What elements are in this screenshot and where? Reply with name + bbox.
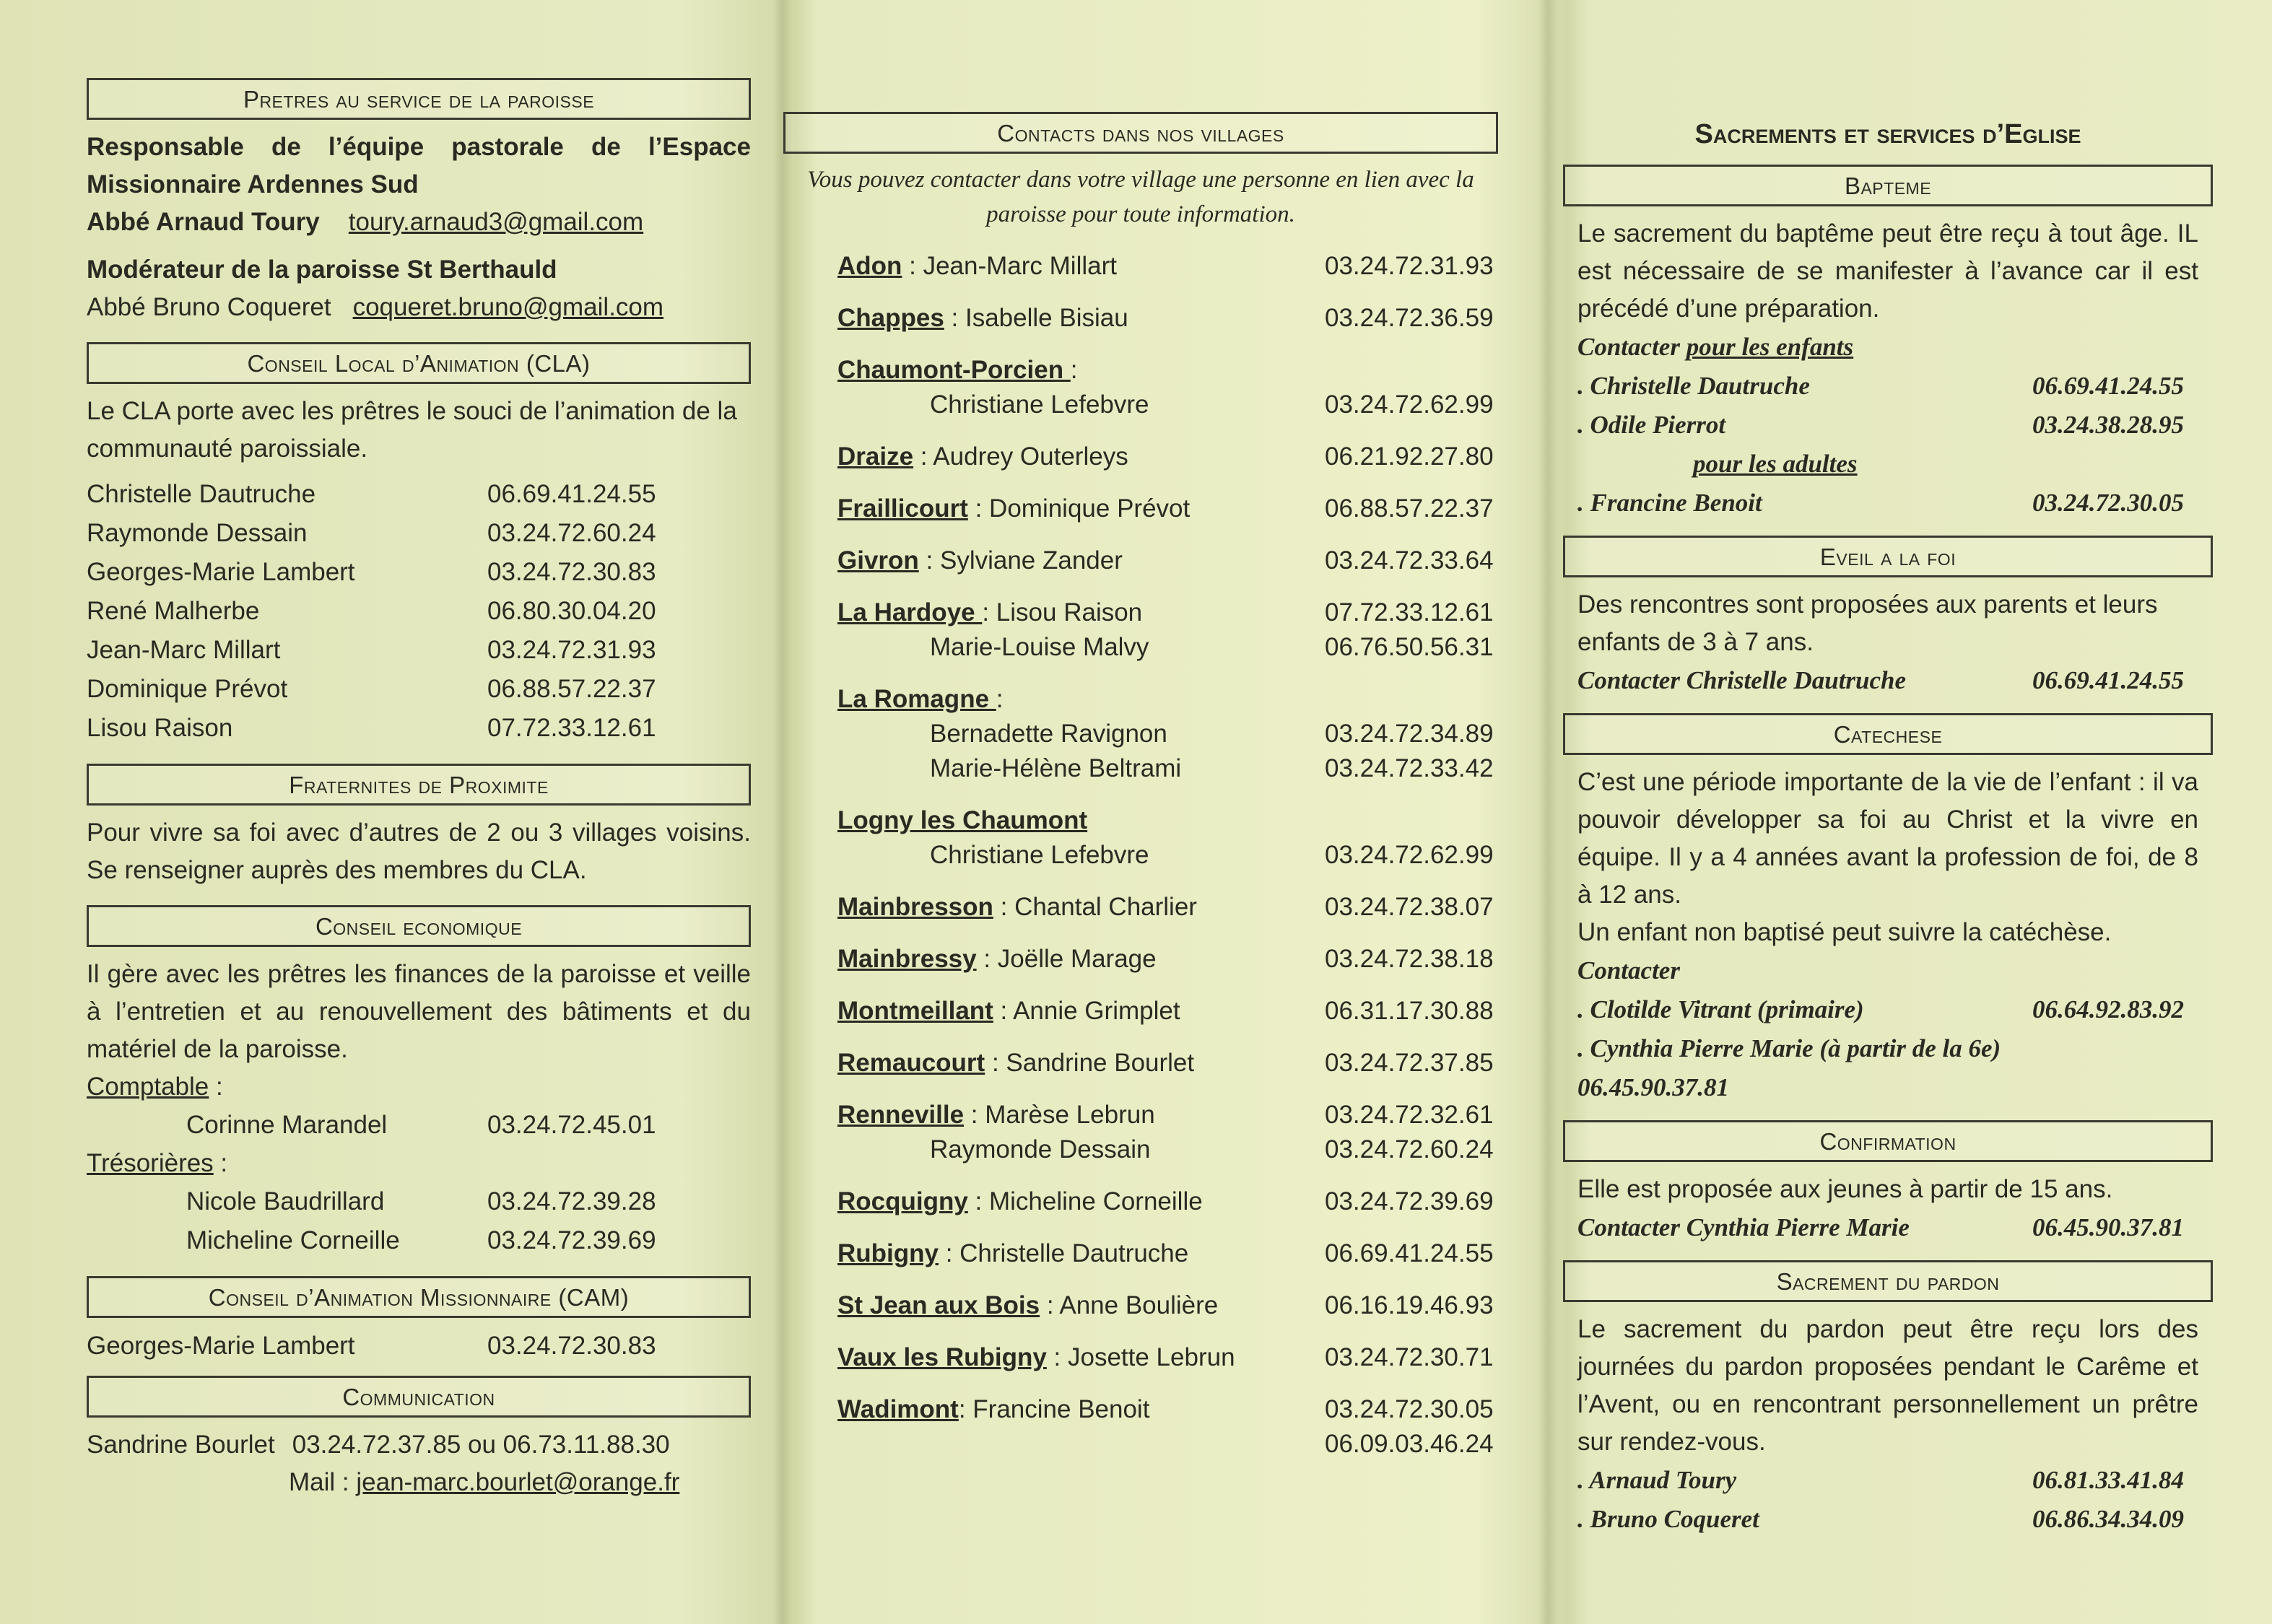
tresorieres-label: Trésorières <box>87 1149 214 1177</box>
communication-email-link[interactable]: jean-marc.bourlet@orange.fr <box>356 1468 680 1496</box>
communication-mail-label: Mail : <box>289 1468 349 1496</box>
village-row <box>837 1236 1498 1271</box>
eveil-text: Des rencontres sont proposées aux parents et leurs enfants de 3 à 7 ans. <box>1577 590 2158 656</box>
bapteme-contact-name: . Francine Benoit <box>1577 489 1762 517</box>
village-contact: : Christelle Dautruche <box>938 1239 1189 1267</box>
village-sub-row <box>837 630 1498 665</box>
village-sub-row <box>837 838 1498 873</box>
pardon-heading: Sacrement du pardon <box>1563 1260 2213 1302</box>
cla-member-row <box>87 553 751 592</box>
confirmation-contact-phone: 06.45.90.37.81 <box>2032 1213 2184 1241</box>
confirmation-contact-row <box>1563 1208 2213 1247</box>
village-row <box>837 803 1498 838</box>
cla-member-phone: 03.24.72.60.24 <box>487 519 656 547</box>
village-name: Renneville <box>837 1101 965 1129</box>
village-name: Adon <box>837 252 902 280</box>
village-contact: : Annie Grimplet <box>993 997 1180 1025</box>
column-right <box>1563 0 2213 1624</box>
fold-line-right <box>1538 0 1558 1624</box>
contacts-heading: Contacts dans nos villages <box>783 112 1498 154</box>
cla-member-row <box>87 631 751 670</box>
village-phone: 06.69.41.24.55 <box>1325 1239 1494 1267</box>
village-row <box>837 440 1498 474</box>
village-contact: : Audrey Outerleys <box>913 442 1128 471</box>
village-contact: : Marèse Lebrun <box>964 1101 1155 1129</box>
pretres-responsable: Responsable de l’équipe pastorale de l’Espace Missionnaire Ardennes Sud <box>87 133 751 198</box>
pardon-contact-name: . Arnaud Toury <box>1577 1466 1737 1494</box>
cla-member-phone: 07.72.33.12.61 <box>487 714 656 742</box>
fraternites-heading: Fraternites de Proximite <box>87 764 751 806</box>
village-row <box>837 1098 1498 1132</box>
village-row <box>837 1392 1498 1427</box>
abbe-toury-row <box>87 204 751 241</box>
communication-row <box>87 1426 751 1464</box>
village-row <box>837 682 1498 717</box>
tresoriere-name: Nicole Baudrillard <box>186 1187 385 1215</box>
village-contact: : Francine Benoit <box>958 1395 1150 1423</box>
village-name: Chaumont-Porcien <box>837 356 1071 384</box>
village-phone: 03.24.72.31.93 <box>1325 252 1494 280</box>
village-sub-phone: 03.24.72.62.99 <box>1325 841 1494 869</box>
village-row <box>837 1046 1498 1081</box>
bapteme-adulte-contact-row <box>1563 484 2213 523</box>
eveil-heading: Eveil a la foi <box>1563 536 2213 577</box>
village-name: La Romagne <box>837 685 996 713</box>
village-sub-phone: 06.09.03.46.24 <box>1325 1430 1494 1458</box>
village-contact: : Micheline Corneille <box>967 1187 1203 1215</box>
village-phone: 07.72.33.12.61 <box>1325 598 1494 627</box>
fraternites-text: Pour vivre sa foi avec d’autres de 2 ou 3 villages voisins. Se renseigner auprès des membres du CLA. <box>87 818 751 884</box>
village-phone: 03.24.72.37.85 <box>1325 1049 1494 1077</box>
village-sub-row <box>837 1132 1498 1167</box>
village-sub-contact: Raymonde Dessain <box>930 1135 1151 1164</box>
column-middle <box>783 0 1498 1624</box>
village-name: Givron <box>837 546 919 575</box>
catechese-contact-name: . Cynthia Pierre Marie (à partir de la 6e) <box>1577 1034 2001 1062</box>
village-name: Rubigny <box>837 1239 939 1267</box>
village-phone: 03.24.72.38.07 <box>1325 893 1494 921</box>
village-phone: 03.24.72.33.64 <box>1325 546 1494 575</box>
bapteme-contact-name: . Christelle Dautruche <box>1577 372 1810 400</box>
village-contact: : Isabelle Bisiau <box>944 304 1128 332</box>
village-name: Mainbressy <box>837 945 977 973</box>
village-name: Logny les Chaumont <box>837 806 1088 834</box>
village-name: La Hardoye <box>837 598 983 627</box>
cam-heading: Conseil d’Animation Missionnaire (CAM) <box>87 1276 751 1318</box>
comptable-label-line: Comptable : <box>87 1073 223 1101</box>
village-row <box>837 1184 1498 1219</box>
bapteme-contact-phone: 03.24.72.30.05 <box>2032 489 2184 517</box>
cla-heading: Conseil Local d’Animation (CLA) <box>87 342 751 384</box>
bapteme-heading: Bapteme <box>1563 165 2213 206</box>
village-sub-phone: 03.24.72.34.89 <box>1325 720 1494 748</box>
contacts-intro: Vous pouvez contacter dans votre village une personne en lien avec la paroisse pour toute information. <box>807 167 1474 227</box>
village-phone: 06.88.57.22.37 <box>1325 494 1494 523</box>
village-row <box>837 249 1498 284</box>
village-contact: : Dominique Prévot <box>967 494 1191 523</box>
village-name: Montmeillant <box>837 997 993 1025</box>
village-contact: : Sylviane Zander <box>918 546 1123 575</box>
communication-heading: Communication <box>87 1376 751 1418</box>
abbe-coqueret-email-link[interactable]: coqueret.bruno@gmail.com <box>352 293 664 321</box>
village-list <box>783 249 1498 1462</box>
eveil-contact-name: Contacter Christelle Dautruche <box>1577 666 1907 694</box>
village-phone: 03.24.72.30.71 <box>1325 1343 1494 1371</box>
cla-member-row <box>87 592 751 631</box>
village-row <box>837 1340 1498 1375</box>
village-phone <box>1325 803 1498 838</box>
village-phone: 03.24.72.36.59 <box>1325 304 1494 332</box>
cla-text: Le CLA porte avec les prêtres le souci de l’animation de la communauté paroissiale. <box>87 397 737 463</box>
catechese-heading: Catechese <box>1563 713 2213 755</box>
pardon-contact-phone: 06.81.33.41.84 <box>2032 1466 2184 1494</box>
abbe-coqueret-row <box>87 289 751 326</box>
village-contact: : <box>996 685 1004 713</box>
confirmation-contact-name: Contacter Cynthia Pierre Marie <box>1577 1213 1910 1241</box>
village-name: Mainbresson <box>837 893 993 921</box>
catechese-contact-row <box>1563 1029 2213 1068</box>
village-row <box>837 994 1498 1029</box>
village-phone: 06.16.19.46.93 <box>1325 1291 1494 1319</box>
sacrements-title: Sacrements et services d’Eglise <box>1694 119 2081 149</box>
bapteme-adultes-label: pour les adultes <box>1693 450 1858 478</box>
cla-member-name: Dominique Prévot <box>87 675 288 703</box>
village-row <box>837 353 1498 388</box>
pardon-contact-phone: 06.86.34.34.09 <box>2032 1505 2184 1533</box>
village-sub-row <box>837 388 1498 422</box>
tresoriere-name: Micheline Corneille <box>186 1226 400 1254</box>
tresorieres-label-line: Trésorières : <box>87 1149 228 1177</box>
cam-row <box>87 1327 751 1366</box>
village-contact: : <box>1070 356 1078 384</box>
village-sub-contact: Marie-Hélène Beltrami <box>930 754 1182 782</box>
catechese-contact-name: . Clotilde Vitrant (primaire) <box>1577 995 1864 1023</box>
bapteme-enfants-label: pour les enfants <box>1686 333 1854 361</box>
comptable-label: Comptable <box>87 1073 209 1101</box>
village-row <box>837 543 1498 578</box>
column-left <box>87 0 751 1624</box>
village-sub-row <box>837 751 1498 786</box>
village-sub-contact: Christiane Lefebvre <box>930 390 1149 419</box>
comptable-row <box>87 1106 751 1145</box>
pardon-contact-row <box>1563 1461 2213 1500</box>
village-sub-row <box>837 717 1498 751</box>
pardon-contact-name: . Bruno Coqueret <box>1577 1505 1759 1533</box>
village-contact: : Chantal Charlier <box>993 893 1197 921</box>
abbe-toury-name: Abbé Arnaud Toury <box>87 208 320 236</box>
village-sub-contact: Marie-Louise Malvy <box>930 633 1149 661</box>
pretres-heading: Pretres au service de la paroisse <box>87 78 751 120</box>
cla-member-row <box>87 475 751 514</box>
cla-member-name: René Malherbe <box>87 597 260 625</box>
village-row <box>837 942 1498 977</box>
village-name: Chappes <box>837 304 944 332</box>
village-sub-phone: 03.24.72.33.42 <box>1325 754 1494 782</box>
village-phone: 03.24.72.38.18 <box>1325 945 1494 973</box>
village-phone: 06.21.92.27.80 <box>1325 442 1494 471</box>
cla-member-row <box>87 709 751 748</box>
village-row <box>837 595 1498 630</box>
village-phone <box>1325 682 1498 717</box>
cla-member-row <box>87 670 751 709</box>
catechese-contacter-label: Contacter <box>1577 956 1680 985</box>
village-contact: : Jean-Marc Millart <box>902 252 1117 280</box>
village-name: Rocquigny <box>837 1187 968 1215</box>
economique-heading: Conseil economique <box>87 905 751 947</box>
communication-phones: 03.24.72.37.85 ou 06.73.11.88.30 <box>292 1431 670 1459</box>
communication-name: Sandrine Bourlet <box>87 1431 275 1459</box>
cam-phone: 03.24.72.30.83 <box>487 1332 656 1360</box>
cla-member-name: Lisou Raison <box>87 714 233 742</box>
cla-member-name: Raymonde Dessain <box>87 519 308 547</box>
village-sub-contact: Bernadette Ravignon <box>930 720 1167 748</box>
confirmation-heading: Confirmation <box>1563 1120 2213 1162</box>
catechese-contact-phone-line <box>1563 1068 2213 1107</box>
catechese-contact-phone: 06.64.92.83.92 <box>2032 995 2184 1023</box>
village-sub-phone: 03.24.72.60.24 <box>1325 1135 1494 1164</box>
village-contact: : Josette Lebrun <box>1046 1343 1235 1371</box>
village-name: Draize <box>837 442 914 471</box>
cla-member-name: Jean-Marc Millart <box>87 636 281 664</box>
cam-name: Georges-Marie Lambert <box>87 1332 355 1360</box>
village-name: Fraillicourt <box>837 494 968 523</box>
village-sub-phone: 06.76.50.56.31 <box>1325 633 1494 661</box>
tresoriere-row <box>87 1221 751 1260</box>
village-name: Vaux les Rubigny <box>837 1343 1047 1371</box>
village-name: Remaucourt <box>837 1049 985 1077</box>
village-sub-row <box>837 1427 1498 1462</box>
cla-member-name: Georges-Marie Lambert <box>87 558 355 586</box>
abbe-coqueret-name: Abbé Bruno Coqueret <box>87 293 331 321</box>
village-row <box>837 301 1498 336</box>
village-phone: 03.24.72.39.69 <box>1325 1187 1494 1215</box>
bapteme-contact-phone: 06.69.41.24.55 <box>2032 372 2184 400</box>
catechese-contact-row <box>1563 990 2213 1029</box>
village-contact: : Joëlle Marage <box>976 945 1157 973</box>
cla-member-phone: 06.88.57.22.37 <box>487 675 656 703</box>
village-row <box>837 890 1498 925</box>
village-sub-phone: 03.24.72.62.99 <box>1325 390 1494 419</box>
cla-member-phone: 06.69.41.24.55 <box>487 480 656 508</box>
eveil-contact-row <box>1563 661 2213 700</box>
cla-member-phone: 06.80.30.04.20 <box>487 597 656 625</box>
communication-mail-row <box>87 1464 751 1501</box>
pardon-text: Le sacrement du pardon peut être reçu lors des journées du pardon proposées pendant le Carême et l’Avent, ou en rencontrant personnellement un prêtre sur rendez-vous. <box>1577 1315 2198 1456</box>
village-sub-contact: Christiane Lefebvre <box>930 841 1149 869</box>
cla-member-row <box>87 514 751 553</box>
village-row <box>837 1288 1498 1323</box>
abbe-toury-email-link[interactable]: toury.arnaud3@gmail.com <box>348 208 644 236</box>
village-contact: : Sandrine Bourlet <box>985 1049 1195 1077</box>
bapteme-contacter-label: Contacter <box>1577 333 1680 361</box>
bapteme-adultes-label-line <box>1563 445 2213 484</box>
village-phone <box>1325 353 1498 388</box>
confirmation-text: Elle est proposée aux jeunes à partir de 15 ans. <box>1577 1175 2113 1203</box>
cla-member-phone: 03.24.72.30.83 <box>487 558 656 586</box>
tresoriere-phone: 03.24.72.39.28 <box>487 1187 656 1215</box>
village-row <box>837 492 1498 526</box>
catechese-contact-phone: 06.45.90.37.81 <box>1577 1073 1729 1101</box>
catechese-text: C’est une période importante de la vie de l’enfant : il va pouvoir développer sa foi au Christ et la vivre en équipe. Il y a 4 années avant la profession de foi, de 8 à 12 ans. <box>1577 768 2198 909</box>
catechese-contact-label-line <box>1563 951 2213 990</box>
tresoriere-row <box>87 1182 751 1221</box>
village-contact: : Anne Boulière <box>1040 1291 1219 1319</box>
bapteme-enfant-contact-row <box>1563 367 2213 406</box>
bapteme-enfant-contact-row <box>1563 406 2213 445</box>
catechese-text2: Un enfant non baptisé peut suivre la catéchèse. <box>1577 918 2112 946</box>
bapteme-contact-phone: 03.24.38.28.95 <box>2032 411 2184 439</box>
village-name: Wadimont <box>837 1395 959 1423</box>
bapteme-contact-label-line <box>1563 328 2213 367</box>
moderateur-label: Modérateur de la paroisse St Berthauld <box>87 256 557 284</box>
village-phone: 03.24.72.30.05 <box>1325 1395 1494 1423</box>
village-name: St Jean aux Bois <box>837 1291 1040 1319</box>
comptable-phone: 03.24.72.45.01 <box>487 1111 656 1139</box>
economique-text: Il gère avec les prêtres les finances de la paroisse et veille à l’entretien et au renouvellement des bâtiments et du matériel de la paroisse. <box>87 960 751 1063</box>
tresoriere-phone: 03.24.72.39.69 <box>487 1226 656 1254</box>
cla-member-name: Christelle Dautruche <box>87 480 316 508</box>
pardon-contact-row <box>1563 1500 2213 1539</box>
bapteme-text: Le sacrement du baptême peut être reçu à tout âge. IL est nécessaire de se manifester à l’avance car il est précédé d’une préparation. <box>1577 219 2198 323</box>
cla-member-phone: 03.24.72.31.93 <box>487 636 656 664</box>
comptable-name: Corinne Marandel <box>186 1111 388 1139</box>
village-phone: 03.24.72.32.61 <box>1325 1101 1494 1129</box>
village-contact: : Lisou Raison <box>982 598 1143 627</box>
eveil-contact-phone: 06.69.41.24.55 <box>2032 666 2184 694</box>
village-phone: 06.31.17.30.88 <box>1325 997 1494 1025</box>
bapteme-contact-name: . Odile Pierrot <box>1577 411 1726 439</box>
village-sub-contact <box>837 1427 1325 1462</box>
